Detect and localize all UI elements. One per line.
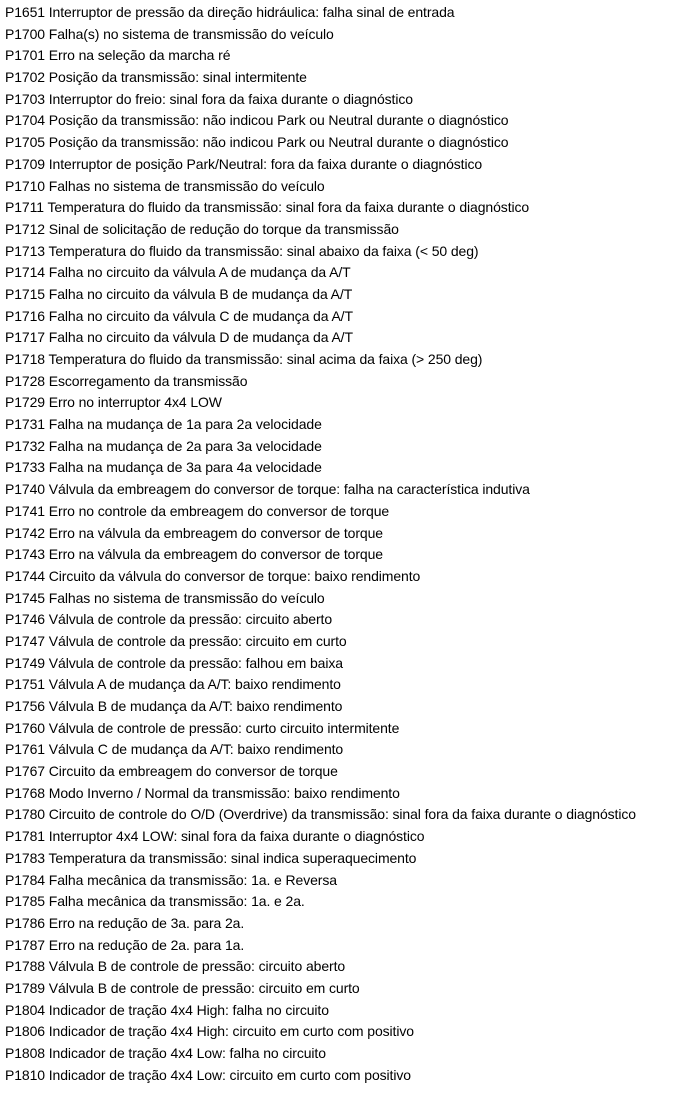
fault-code-line: P1711 Temperatura do fluido da transmissão: sinal fora da faixa durante o diagnóstico (5, 199, 530, 216)
fault-code-line: P1746 Válvula de controle da pressão: circuito aberto (5, 611, 333, 628)
fault-code-line: P1744 Circuito da válvula do conversor de torque: baixo rendimento (5, 567, 421, 584)
fault-code-line: P1703 Interruptor do freio: sinal fora da faixa durante o diagnóstico (5, 90, 413, 107)
fault-code-line: P1705 Posição da transmissão: não indicou Park ou Neutral durante o diagnóstico (5, 134, 509, 151)
fault-code-line: P1714 Falha no circuito da válvula A de mudança da A/T (5, 264, 351, 281)
fault-code-line: P1710 Falhas no sistema de transmissão do veículo (5, 177, 325, 194)
fault-code-line: P1751 Válvula A de mudança da A/T: baixo rendimento (5, 676, 341, 693)
fault-code-line: P1785 Falha mecânica da transmissão: 1a. e 2a. (5, 893, 305, 910)
fault-code-line: P1713 Temperatura do fluido da transmissão: sinal abaixo da faixa (< 50 deg) (5, 242, 479, 259)
fault-code-line: P1731 Falha na mudança de 1a para 2a velocidade (5, 416, 322, 433)
fault-code-line: P1702 Posição da transmissão: sinal intermitente (5, 69, 307, 86)
fault-code-line: P1742 Erro na válvula da embreagem do conversor de torque (5, 524, 383, 541)
fault-code-line: P1733 Falha na mudança de 3a para 4a velocidade (5, 459, 322, 476)
fault-code-line: P1756 Válvula B de mudança da A/T: baixo rendimento (5, 698, 343, 714)
fault-code-line: P1760 Válvula de controle de pressão: curto circuito intermitente (5, 719, 400, 736)
fault-code-line: P1784 Falha mecânica da transmissão: 1a. e Reversa (5, 871, 337, 888)
fault-code-line: P1718 Temperatura do fluido da transmissão: sinal acima da faixa (> 250 deg) (5, 351, 483, 367)
fault-code-line: P1741 Erro no controle da embreagem do conversor de torque (5, 502, 390, 519)
fault-code-line: P1761 Válvula C de mudança da A/T: baixo rendimento (5, 741, 344, 758)
fault-code-line: P1709 Interruptor de posição Park/Neutral: fora da faixa durante o diagnóstico (5, 155, 483, 172)
fault-code-line: P1749 Válvula de controle da pressão: falhou em baixa (5, 654, 343, 671)
fault-code-line: P1745 Falhas no sistema de transmissão do veículo (5, 589, 325, 606)
fault-code-line: P1788 Válvula B de controle de pressão: circuito aberto (5, 958, 346, 975)
fault-code-line: P1786 Erro na redução de 3a. para 2a. (5, 914, 245, 931)
fault-code-line: P1715 Falha no circuito da válvula B de mudança da A/T (5, 285, 353, 302)
fault-code-line: P1780 Circuito de controle do O/D (Overdrive) da transmissão: sinal fora da faixa durante o diagnóstico (5, 806, 636, 823)
fault-code-line: P1804 Indicador de tração 4x4 High: falha no circuito (5, 1001, 329, 1018)
fault-code-line: P1712 Sinal de solicitação de redução do torque da transmissão (5, 220, 399, 237)
fault-code-line: P1806 Indicador de tração 4x4 High: circuito em curto com positivo (5, 1023, 414, 1040)
fault-code-line: P1743 Erro na válvula da embreagem do conversor de torque (5, 546, 383, 563)
fault-code-line: P1767 Circuito da embreagem do conversor de torque (5, 763, 338, 780)
fault-code-line: P1740 Válvula da embreagem do conversor de torque: falha na característica indutiva (5, 481, 530, 498)
fault-code-line: P1808 Indicador de tração 4x4 Low: falha no circuito (5, 1045, 326, 1061)
fault-code-line: P1717 Falha no circuito da válvula D de mudança da A/T (5, 329, 353, 346)
fault-code-line: P1783 Temperatura da transmissão: sinal indica superaquecimento (5, 849, 417, 866)
fault-code-line: P1810 Indicador de tração 4x4 Low: circuito em curto com positivo (5, 1066, 411, 1083)
fault-code-line: P1747 Válvula de controle da pressão: circuito em curto (5, 632, 347, 649)
fault-code-line: P1787 Erro na redução de 2a. para 1a. (5, 936, 245, 953)
fault-code-line: P1704 Posição da transmissão: não indicou Park ou Neutral durante o diagnóstico (5, 112, 509, 129)
fault-code-line: P1789 Válvula B de controle de pressão: circuito em curto (5, 979, 360, 996)
fault-code-line: P1729 Erro no interruptor 4x4 LOW (5, 394, 222, 411)
fault-code-line: P1651 Interruptor de pressão da direção hidráulica: falha sinal de entrada (5, 4, 455, 20)
fault-code-line: P1732 Falha na mudança de 2a para 3a velocidade (5, 437, 322, 454)
fault-code-line: P1728 Escorregamento da transmissão (5, 372, 248, 389)
fault-code-line: P1700 Falha(s) no sistema de transmissão do veículo (5, 25, 334, 42)
fault-code-line: P1716 Falha no circuito da válvula C de mudança da A/T (5, 307, 353, 324)
fault-code-line: P1701 Erro na seleção da marcha ré (5, 47, 231, 64)
fault-code-line: P1781 Interruptor 4x4 LOW: sinal fora da faixa durante o diagnóstico (5, 828, 425, 845)
fault-code-line: P1768 Modo Inverno / Normal da transmissão: baixo rendimento (5, 784, 400, 801)
